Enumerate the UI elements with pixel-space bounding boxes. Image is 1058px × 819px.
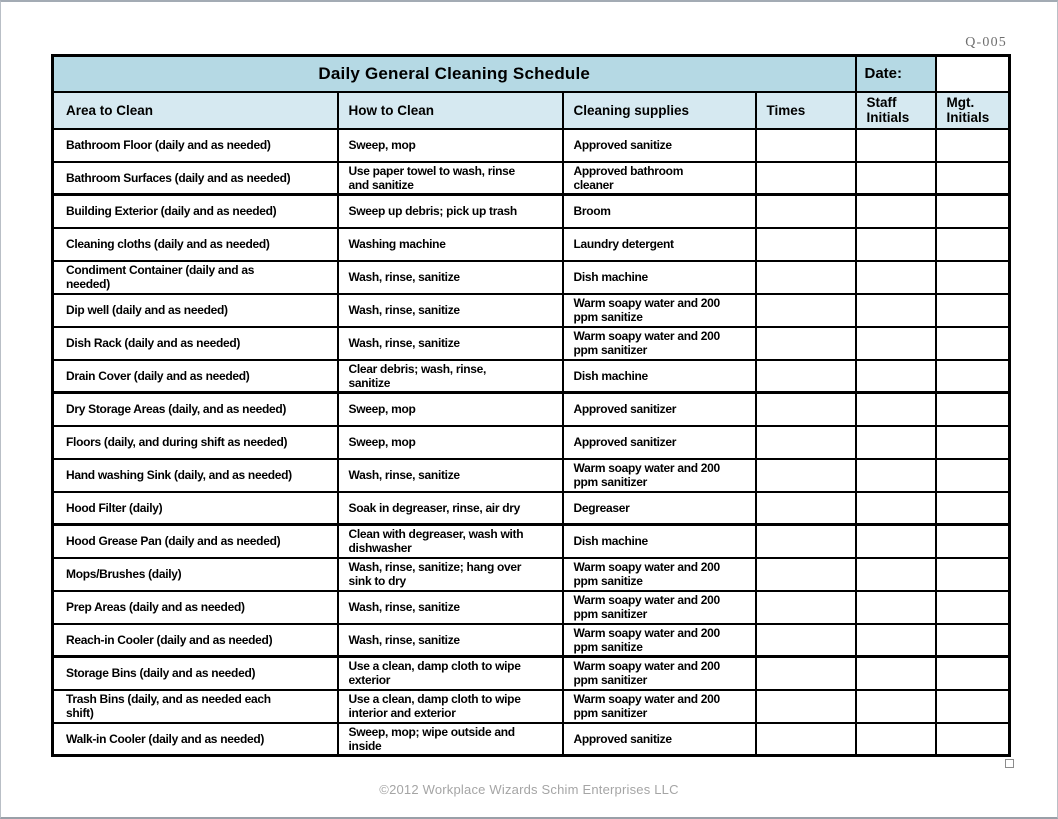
how-cell: Clean with degreaser, wash with dishwasher xyxy=(338,525,563,558)
column-header-row xyxy=(53,92,1010,129)
mgt-initials-cell[interactable] xyxy=(936,162,1010,195)
table-row xyxy=(53,294,1010,327)
mgt-initials-cell[interactable] xyxy=(936,624,1010,657)
times-cell[interactable] xyxy=(756,723,856,756)
table-row xyxy=(53,591,1010,624)
table-row xyxy=(53,228,1010,261)
table-row xyxy=(53,525,1010,558)
supplies-cell: Warm soapy water and 200 ppm sanitizer xyxy=(563,690,756,723)
supplies-cell: Dish machine xyxy=(563,261,756,294)
column-header: Staff Initials xyxy=(856,92,936,129)
column-header: Cleaning supplies xyxy=(563,92,756,129)
mgt-initials-cell[interactable] xyxy=(936,426,1010,459)
supplies-cell: Warm soapy water and 200 ppm sanitize xyxy=(563,624,756,657)
times-cell[interactable] xyxy=(756,162,856,195)
times-cell[interactable] xyxy=(756,327,856,360)
times-cell[interactable] xyxy=(756,228,856,261)
staff-initials-cell[interactable] xyxy=(856,723,936,756)
area-cell: Hood Grease Pan (daily and as needed) xyxy=(53,525,338,558)
date-input-cell[interactable] xyxy=(936,56,1010,92)
staff-initials-cell[interactable] xyxy=(856,690,936,723)
times-cell[interactable] xyxy=(756,393,856,426)
how-cell: Wash, rinse, sanitize; hang over sink to dry xyxy=(338,558,563,591)
area-cell: Bathroom Floor (daily and as needed) xyxy=(53,129,338,162)
times-cell[interactable] xyxy=(756,129,856,162)
how-cell: Wash, rinse, sanitize xyxy=(338,459,563,492)
date-label: Date: xyxy=(856,56,936,92)
area-cell: Drain Cover (daily and as needed) xyxy=(53,360,338,393)
how-cell: Sweep, mop xyxy=(338,426,563,459)
supplies-cell: Warm soapy water and 200 ppm sanitizer xyxy=(563,459,756,492)
area-cell: Cleaning cloths (daily and as needed) xyxy=(53,228,338,261)
area-cell: Dish Rack (daily and as needed) xyxy=(53,327,338,360)
mgt-initials-cell[interactable] xyxy=(936,393,1010,426)
staff-initials-cell[interactable] xyxy=(856,657,936,690)
table-row xyxy=(53,195,1010,228)
how-cell: Wash, rinse, sanitize xyxy=(338,294,563,327)
staff-initials-cell[interactable] xyxy=(856,360,936,393)
times-cell[interactable] xyxy=(756,360,856,393)
supplies-cell: Warm soapy water and 200 ppm sanitizer xyxy=(563,657,756,690)
supplies-cell: Laundry detergent xyxy=(563,228,756,261)
how-cell: Sweep, mop; wipe outside and inside xyxy=(338,723,563,756)
times-cell[interactable] xyxy=(756,525,856,558)
staff-initials-cell[interactable] xyxy=(856,294,936,327)
table-row xyxy=(53,657,1010,690)
resize-handle[interactable] xyxy=(1005,759,1014,768)
times-cell[interactable] xyxy=(756,459,856,492)
area-cell: Mops/Brushes (daily) xyxy=(53,558,338,591)
supplies-cell: Broom xyxy=(563,195,756,228)
doc-code: Q-005 xyxy=(965,35,1007,50)
table-row xyxy=(53,690,1010,723)
area-cell: Dry Storage Areas (daily, and as needed) xyxy=(53,393,338,426)
table-row xyxy=(53,261,1010,294)
table-row xyxy=(53,723,1010,756)
table-row xyxy=(53,360,1010,393)
table-row xyxy=(53,162,1010,195)
times-cell[interactable] xyxy=(756,558,856,591)
cleaning-schedule-table xyxy=(51,54,1011,757)
staff-initials-cell[interactable] xyxy=(856,228,936,261)
mgt-initials-cell[interactable] xyxy=(936,492,1010,525)
mgt-initials-cell[interactable] xyxy=(936,294,1010,327)
how-cell: Use paper towel to wash, rinse and sanitize xyxy=(338,162,563,195)
area-cell: Building Exterior (daily and as needed) xyxy=(53,195,338,228)
mgt-initials-cell[interactable] xyxy=(936,360,1010,393)
mgt-initials-cell[interactable] xyxy=(936,327,1010,360)
area-cell: Storage Bins (daily and as needed) xyxy=(53,657,338,690)
mgt-initials-cell[interactable] xyxy=(936,723,1010,756)
supplies-cell: Warm soapy water and 200 ppm sanitizer xyxy=(563,327,756,360)
table-row xyxy=(53,558,1010,591)
how-cell: Washing machine xyxy=(338,228,563,261)
supplies-cell: Warm soapy water and 200 ppm sanitizer xyxy=(563,591,756,624)
column-header: Area to Clean xyxy=(53,92,338,129)
supplies-cell: Approved sanitize xyxy=(563,129,756,162)
column-header: Times xyxy=(756,92,856,129)
column-header: How to Clean xyxy=(338,92,563,129)
table-row xyxy=(53,129,1010,162)
how-cell: Wash, rinse, sanitize xyxy=(338,591,563,624)
times-cell[interactable] xyxy=(756,195,856,228)
area-cell: Reach-in Cooler (daily and as needed) xyxy=(53,624,338,657)
page-title: Daily General Cleaning Schedule xyxy=(53,56,856,92)
how-cell: Clear debris; wash, rinse, sanitize xyxy=(338,360,563,393)
area-cell: Bathroom Surfaces (daily and as needed) xyxy=(53,162,338,195)
how-cell: Wash, rinse, sanitize xyxy=(338,327,563,360)
title-row xyxy=(53,56,1010,92)
how-cell: Use a clean, damp cloth to wipe exterior xyxy=(338,657,563,690)
table-row xyxy=(53,492,1010,525)
area-cell: Prep Areas (daily and as needed) xyxy=(53,591,338,624)
supplies-cell: Degreaser xyxy=(563,492,756,525)
mgt-initials-cell[interactable] xyxy=(936,129,1010,162)
area-cell: Floors (daily, and during shift as needed) xyxy=(53,426,338,459)
how-cell: Sweep up debris; pick up trash xyxy=(338,195,563,228)
staff-initials-cell[interactable] xyxy=(856,261,936,294)
area-cell: Condiment Container (daily and as needed) xyxy=(53,261,338,294)
area-cell: Trash Bins (daily, and as needed each shift) xyxy=(53,690,338,723)
mgt-initials-cell[interactable] xyxy=(936,525,1010,558)
staff-initials-cell[interactable] xyxy=(856,525,936,558)
area-cell: Hand washing Sink (daily, and as needed) xyxy=(53,459,338,492)
times-cell[interactable] xyxy=(756,591,856,624)
area-cell: Walk-in Cooler (daily and as needed) xyxy=(53,723,338,756)
supplies-cell: Warm soapy water and 200 ppm sanitize xyxy=(563,294,756,327)
how-cell: Wash, rinse, sanitize xyxy=(338,261,563,294)
times-cell[interactable] xyxy=(756,294,856,327)
times-cell[interactable] xyxy=(756,492,856,525)
mgt-initials-cell[interactable] xyxy=(936,228,1010,261)
area-cell: Hood Filter (daily) xyxy=(53,492,338,525)
staff-initials-cell[interactable] xyxy=(856,162,936,195)
footer-copyright: ©2012 Workplace Wizards Schim Enterprises LLC xyxy=(379,782,679,797)
supplies-cell: Dish machine xyxy=(563,525,756,558)
mgt-initials-cell[interactable] xyxy=(936,261,1010,294)
supplies-cell: Approved bathroom cleaner xyxy=(563,162,756,195)
how-cell: Sweep, mop xyxy=(338,129,563,162)
mgt-initials-cell[interactable] xyxy=(936,195,1010,228)
times-cell[interactable] xyxy=(756,657,856,690)
staff-initials-cell[interactable] xyxy=(856,558,936,591)
staff-initials-cell[interactable] xyxy=(856,327,936,360)
how-cell: Wash, rinse, sanitize xyxy=(338,624,563,657)
how-cell: Use a clean, damp cloth to wipe interior and exterior xyxy=(338,690,563,723)
staff-initials-cell[interactable] xyxy=(856,624,936,657)
supplies-cell: Approved sanitize xyxy=(563,723,756,756)
supplies-cell: Approved sanitizer xyxy=(563,393,756,426)
staff-initials-cell[interactable] xyxy=(856,393,936,426)
table-row xyxy=(53,393,1010,426)
times-cell[interactable] xyxy=(756,426,856,459)
how-cell: Soak in degreaser, rinse, air dry xyxy=(338,492,563,525)
area-cell: Dip well (daily and as needed) xyxy=(53,294,338,327)
staff-initials-cell[interactable] xyxy=(856,591,936,624)
column-header: Mgt. Initials xyxy=(936,92,1010,129)
supplies-cell: Warm soapy water and 200 ppm sanitize xyxy=(563,558,756,591)
table-row xyxy=(53,426,1010,459)
staff-initials-cell[interactable] xyxy=(856,492,936,525)
times-cell[interactable] xyxy=(756,261,856,294)
supplies-cell: Approved sanitizer xyxy=(563,426,756,459)
staff-initials-cell[interactable] xyxy=(856,195,936,228)
table-row xyxy=(53,459,1010,492)
mgt-initials-cell[interactable] xyxy=(936,459,1010,492)
mgt-initials-cell[interactable] xyxy=(936,558,1010,591)
times-cell[interactable] xyxy=(756,624,856,657)
times-cell[interactable] xyxy=(756,690,856,723)
table-row xyxy=(53,327,1010,360)
staff-initials-cell[interactable] xyxy=(856,426,936,459)
mgt-initials-cell[interactable] xyxy=(936,591,1010,624)
mgt-initials-cell[interactable] xyxy=(936,690,1010,723)
supplies-cell: Dish machine xyxy=(563,360,756,393)
table-row xyxy=(53,624,1010,657)
how-cell: Sweep, mop xyxy=(338,393,563,426)
mgt-initials-cell[interactable] xyxy=(936,657,1010,690)
staff-initials-cell[interactable] xyxy=(856,129,936,162)
staff-initials-cell[interactable] xyxy=(856,459,936,492)
